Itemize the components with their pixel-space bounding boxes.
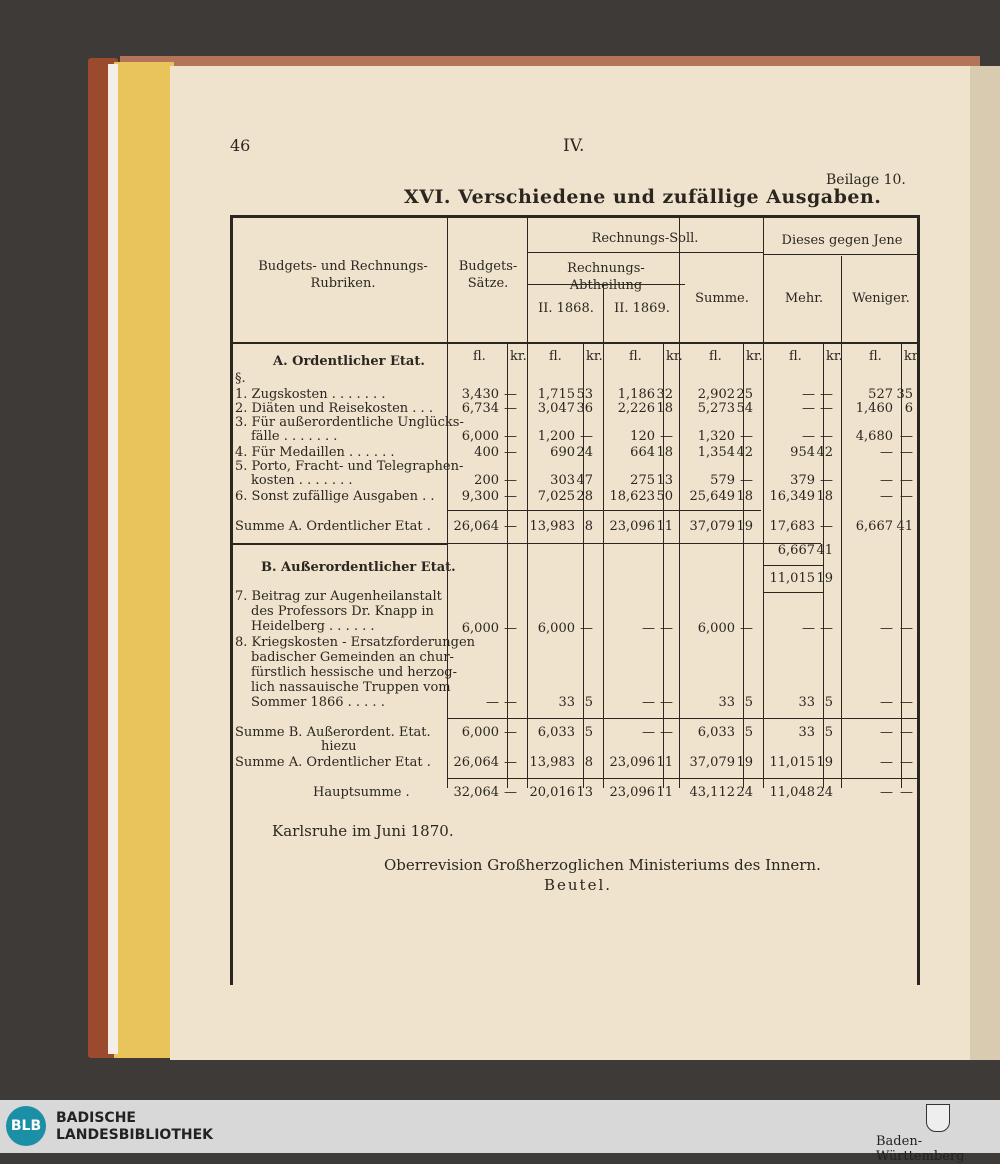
summe-a-k68: 8 [584, 519, 593, 534]
row-a-1-budget: 3,430 [461, 387, 499, 402]
row-a-1-k68: 53 [576, 387, 593, 402]
row-a-1-label: 1. Zugskosten . . . . . . . [235, 387, 386, 402]
row-a-3-wen: 4,680 [855, 429, 893, 444]
summe-b-budget: 6,000 [461, 725, 499, 740]
paragraph-sign: §. [235, 371, 246, 386]
row-a-4-label: 4. Für Medaillen . . . . . . [235, 445, 395, 460]
row-a-1-sum: 2,902 [697, 387, 735, 402]
row8-budget: — [486, 695, 499, 710]
row-a-1-a68: 1,715 [537, 387, 575, 402]
row-a-6-bk: — [504, 489, 517, 504]
beilage-label: Beilage 10. [826, 172, 906, 188]
row-a-5-a69: 275 [630, 473, 655, 488]
hauptsumme-wen: — [880, 785, 893, 800]
unit-kr: kr. [826, 349, 843, 364]
summe-a-mehr: 17,683 [769, 519, 815, 534]
summe-a-km3: 19 [816, 571, 833, 586]
hauptsumme-ks: 24 [736, 785, 753, 800]
header-summe: Summe. [695, 291, 749, 306]
page-stack [114, 62, 174, 1058]
bw-name: Baden-Württemberg [876, 1134, 965, 1164]
row-a-1-kw: 35 [896, 387, 913, 402]
summe-a-label: Summe A. Ordentlicher Etat . [235, 519, 431, 534]
row7-1869-kr: — [660, 621, 673, 636]
row7-label: 7. Beitrag zur Augenheilanstalt [235, 589, 442, 604]
row-a-3-mehr: — [802, 429, 815, 444]
row7-1868: 6,000 [537, 621, 575, 636]
summe-b-label: Summe B. Außerordent. Etat. [235, 725, 431, 740]
unit-kr: kr. [904, 349, 921, 364]
row-a-5-wen: — [880, 473, 893, 488]
row-a-6-kw: — [900, 489, 913, 504]
row-a-4-budget: 400 [474, 445, 499, 460]
hauptsumme-sum: 43,112 [689, 785, 735, 800]
row-a-6-wen: — [880, 489, 893, 504]
row-a-4-sum: 1,354 [697, 445, 735, 460]
header-1868: II. 1868. [538, 301, 594, 316]
row7-sum: 6,000 [697, 621, 735, 636]
row-a-3-sum: 1,320 [697, 429, 735, 444]
row-a-3-budget: 6,000 [461, 429, 499, 444]
summe-a-repeat-k68: 8 [584, 755, 593, 770]
page-number: 46 [230, 136, 251, 155]
signature: Beutel. [544, 876, 613, 894]
unit-fl: fl. [709, 349, 722, 364]
row-a-3-kw: — [900, 429, 913, 444]
row-a-2-ks: 54 [736, 401, 753, 416]
row-a-6-sum: 25,649 [689, 489, 735, 504]
summe-a-repeat-wen: — [880, 755, 893, 770]
row-a-3-k69: — [660, 429, 673, 444]
header-soll: Rechnungs-Soll. [591, 231, 699, 246]
summe-a-budget: 26,064 [453, 519, 499, 534]
place-date: Karlsruhe im Juni 1870. [272, 822, 454, 840]
summe-a-sum: 37,079 [689, 519, 735, 534]
hauptsumme-label: Hauptsumme . [313, 785, 410, 800]
summe-a-wen: 6,667 [855, 519, 893, 534]
header-dieses: Dieses gegen Jene [781, 233, 903, 248]
header-weniger: Weniger. [852, 291, 910, 306]
row7-weniger-kr: — [900, 621, 913, 636]
row7-label: des Professors Dr. Knapp in [251, 604, 434, 619]
row8-1868: 33 [558, 695, 575, 710]
summe-b-k68: 5 [584, 725, 593, 740]
row-a-5-label: 5. Porto, Fracht- und Telegraphen- [235, 459, 464, 474]
summe-a-repeat-k69: 11 [656, 755, 673, 770]
hauptsumme-budget: 32,064 [453, 785, 499, 800]
summe-a-repeat-mehr: 11,015 [769, 755, 815, 770]
summe-a-repeat-km: 19 [816, 755, 833, 770]
section-a-heading: A. Ordentlicher Etat. [273, 354, 425, 369]
summe-b-a68: 6,033 [537, 725, 575, 740]
summe-a-repeat-label: Summe A. Ordentlicher Etat . [235, 755, 431, 770]
hauptsumme-a68: 20,016 [529, 785, 575, 800]
row8-sum-kr: 5 [744, 695, 753, 710]
hauptsumme-a69: 23,096 [609, 785, 655, 800]
page-right-shadow [970, 66, 1000, 1060]
summe-a-a69: 23,096 [609, 519, 655, 534]
row-a-6-label: 6. Sonst zufällige Ausgaben . . [235, 489, 435, 504]
row-a-5-budget: 200 [474, 473, 499, 488]
row-a-2-sum: 5,273 [697, 401, 735, 416]
row-a-4-a69: 664 [630, 445, 655, 460]
header-budget: Budgets-Sätze. [458, 259, 518, 291]
row8-budget-kr: — [504, 695, 517, 710]
page-edge-strip [108, 64, 118, 1054]
row7-1868-kr: — [580, 621, 593, 636]
unit-kr: kr. [510, 349, 527, 364]
summe-a-repeat-a68: 13,983 [529, 755, 575, 770]
unit-kr: kr. [746, 349, 763, 364]
row-a-6-ks: 18 [736, 489, 753, 504]
summe-a-repeat-kw: — [900, 755, 913, 770]
row8-sum: 33 [718, 695, 735, 710]
row-a-5-k68: 47 [576, 473, 593, 488]
row8-1869-kr: — [660, 695, 673, 710]
row-a-3-bk: — [504, 429, 517, 444]
summe-b-ks: 5 [744, 725, 753, 740]
row-a-2-bk: — [504, 401, 517, 416]
hauptsumme-kw: — [900, 785, 913, 800]
row-a-1-mehr: — [802, 387, 815, 402]
row-a-3-a68: 1,200 [537, 429, 575, 444]
row-a-2-kw: 6 [904, 401, 913, 416]
row-a-1-wen: 527 [868, 387, 893, 402]
summe-b-a69: — [642, 725, 655, 740]
blb-name-line2: LANDESBIBLIOTHEK [56, 1127, 214, 1143]
row-a-6-k68: 28 [576, 489, 593, 504]
row8-label: Sommer 1866 . . . . . [251, 695, 385, 710]
section-b-heading: B. Außerordentlicher Etat. [261, 560, 456, 575]
row-a-5-bk: — [504, 473, 517, 488]
row-a-6-mehr: 16,349 [769, 489, 815, 504]
summe-a-km2: 41 [816, 543, 833, 558]
row7-weniger: — [880, 621, 893, 636]
row-a-4-km: 42 [816, 445, 833, 460]
row-a-1-a69: 1,186 [617, 387, 655, 402]
row-a-3-k68: — [580, 429, 593, 444]
summe-a-repeat-a69: 23,096 [609, 755, 655, 770]
row-a-6-a69: 18,623 [609, 489, 655, 504]
row-a-4-bk: — [504, 445, 517, 460]
summe-b-km: 5 [824, 725, 833, 740]
unit-fl: fl. [549, 349, 562, 364]
summe-a-repeat-sum: 37,079 [689, 755, 735, 770]
row-a-5-ks: — [740, 473, 753, 488]
hiezu-label: hiezu [321, 739, 357, 754]
hauptsumme-k68: 13 [576, 785, 593, 800]
row-a-5-sum: 579 [710, 473, 735, 488]
hauptsumme-k69: 11 [656, 785, 673, 800]
row-a-6-k69: 50 [656, 489, 673, 504]
row-a-1-ks: 25 [736, 387, 753, 402]
row7-budget: 6,000 [461, 621, 499, 636]
row-a-4-wen: — [880, 445, 893, 460]
row7-label: Heidelberg . . . . . . [251, 619, 375, 634]
row8-weniger: — [880, 695, 893, 710]
row-a-5-kw: — [900, 473, 913, 488]
summe-a-km: — [820, 519, 833, 534]
unit-fl: fl. [629, 349, 642, 364]
hauptsumme-mehr: 11,048 [769, 785, 815, 800]
unit-kr: kr. [666, 349, 683, 364]
row-a-2-a69: 2,226 [617, 401, 655, 416]
unit-fl: fl. [789, 349, 802, 364]
row-a-3-label: 3. Für außerordentliche Unglücks- [235, 415, 464, 430]
summe-a-ks: 19 [736, 519, 753, 534]
row-a-5-label-cont: kosten . . . . . . . [251, 473, 353, 488]
row-a-3-km: — [820, 429, 833, 444]
row8-label: 8. Kriegskosten - Ersatzforderungen [235, 635, 476, 650]
row-a-3-a69: 120 [630, 429, 655, 444]
row-a-5-mehr: 379 [790, 473, 815, 488]
authority: Oberrevision Großherzoglichen Ministeriums des Innern. [384, 856, 821, 874]
unit-kr: kr. [586, 349, 603, 364]
row7-budget-kr: — [504, 621, 517, 636]
row-a-6-a68: 7,025 [537, 489, 575, 504]
summe-a-repeat-bk: — [504, 755, 517, 770]
summe-b-kw: — [900, 725, 913, 740]
row-a-2-mehr: — [802, 401, 815, 416]
row-a-5-k69: 13 [656, 473, 673, 488]
row-a-1-k69: 32 [656, 387, 673, 402]
summe-b-mehr: 33 [798, 725, 815, 740]
row-a-4-k68: 24 [576, 445, 593, 460]
row-a-4-kw: — [900, 445, 913, 460]
row8-mehr-kr: 5 [824, 695, 833, 710]
row8-1869: — [642, 695, 655, 710]
row-a-2-k68: 36 [576, 401, 593, 416]
summe-a-mehr2: 6,667 [777, 543, 815, 558]
summe-b-k69: — [660, 725, 673, 740]
summe-a-repeat-budget: 26,064 [453, 755, 499, 770]
row-a-3-label-cont: fälle . . . . . . . [251, 429, 338, 444]
row-a-2-km: — [820, 401, 833, 416]
row-a-6-km: 18 [816, 489, 833, 504]
row-a-4-ks: 42 [736, 445, 753, 460]
blb-name [56, 1110, 213, 1144]
row-a-5-a68: 303 [550, 473, 575, 488]
row7-mehr: — [802, 621, 815, 636]
summe-b-bk: — [504, 725, 517, 740]
row-a-2-k69: 18 [656, 401, 673, 416]
row8-1868-kr: 5 [584, 695, 593, 710]
page-title: XVI. Verschiedene und zufällige Ausgaben. [404, 186, 882, 208]
summe-a-bk: — [504, 519, 517, 534]
header-abtheilung: Rechnungs-Abtheilung [567, 261, 645, 293]
header-mehr: Mehr. [784, 291, 824, 306]
summe-a-repeat-ks: 19 [736, 755, 753, 770]
summe-a-k69: 11 [656, 519, 673, 534]
summe-b-sum: 6,033 [697, 725, 735, 740]
row-a-4-k69: 18 [656, 445, 673, 460]
chapter-number: IV. [563, 136, 585, 156]
summe-a-kw: 41 [896, 519, 913, 534]
row8-label: fürstlich hessische und herzog- [251, 665, 457, 680]
unit-fl: fl. [869, 349, 882, 364]
row-a-4-a68: 690 [550, 445, 575, 460]
row8-weniger-kr: — [900, 695, 913, 710]
row-a-2-wen: 1,460 [855, 401, 893, 416]
summe-a-mehr3: 11,015 [769, 571, 815, 586]
blb-name-line1: BADISCHE [56, 1110, 136, 1126]
row-a-2-label: 2. Diäten und Reisekosten . . . [235, 401, 433, 416]
row-a-5-km: — [820, 473, 833, 488]
summe-a-a68: 13,983 [529, 519, 575, 534]
hauptsumme-km: 24 [816, 785, 833, 800]
header-1869: II. 1869. [614, 301, 670, 316]
row-a-3-ks: — [740, 429, 753, 444]
row-a-2-a68: 3,047 [537, 401, 575, 416]
row-a-4-mehr: 954 [790, 445, 815, 460]
blb-logo: BLB [6, 1106, 46, 1146]
header-rubriken: Budgets- und Rechnungs-Rubriken. [258, 259, 428, 291]
row-a-1-km: — [820, 387, 833, 402]
hauptsumme-bk: — [504, 785, 517, 800]
row-a-6-budget: 9,300 [461, 489, 499, 504]
row7-mehr-kr: — [820, 621, 833, 636]
summe-b-wen: — [880, 725, 893, 740]
row8-mehr: 33 [798, 695, 815, 710]
row-a-1-bk: — [504, 387, 517, 402]
row-a-2-budget: 6,734 [461, 401, 499, 416]
row8-label: badischer Gemeinden an chur- [251, 650, 454, 665]
row7-sum-kr: — [740, 621, 753, 636]
row7-1869: — [642, 621, 655, 636]
unit-fl: fl. [473, 349, 486, 364]
bw-crest-icon [926, 1104, 950, 1132]
row8-label: lich nassauische Truppen vom [251, 680, 451, 695]
